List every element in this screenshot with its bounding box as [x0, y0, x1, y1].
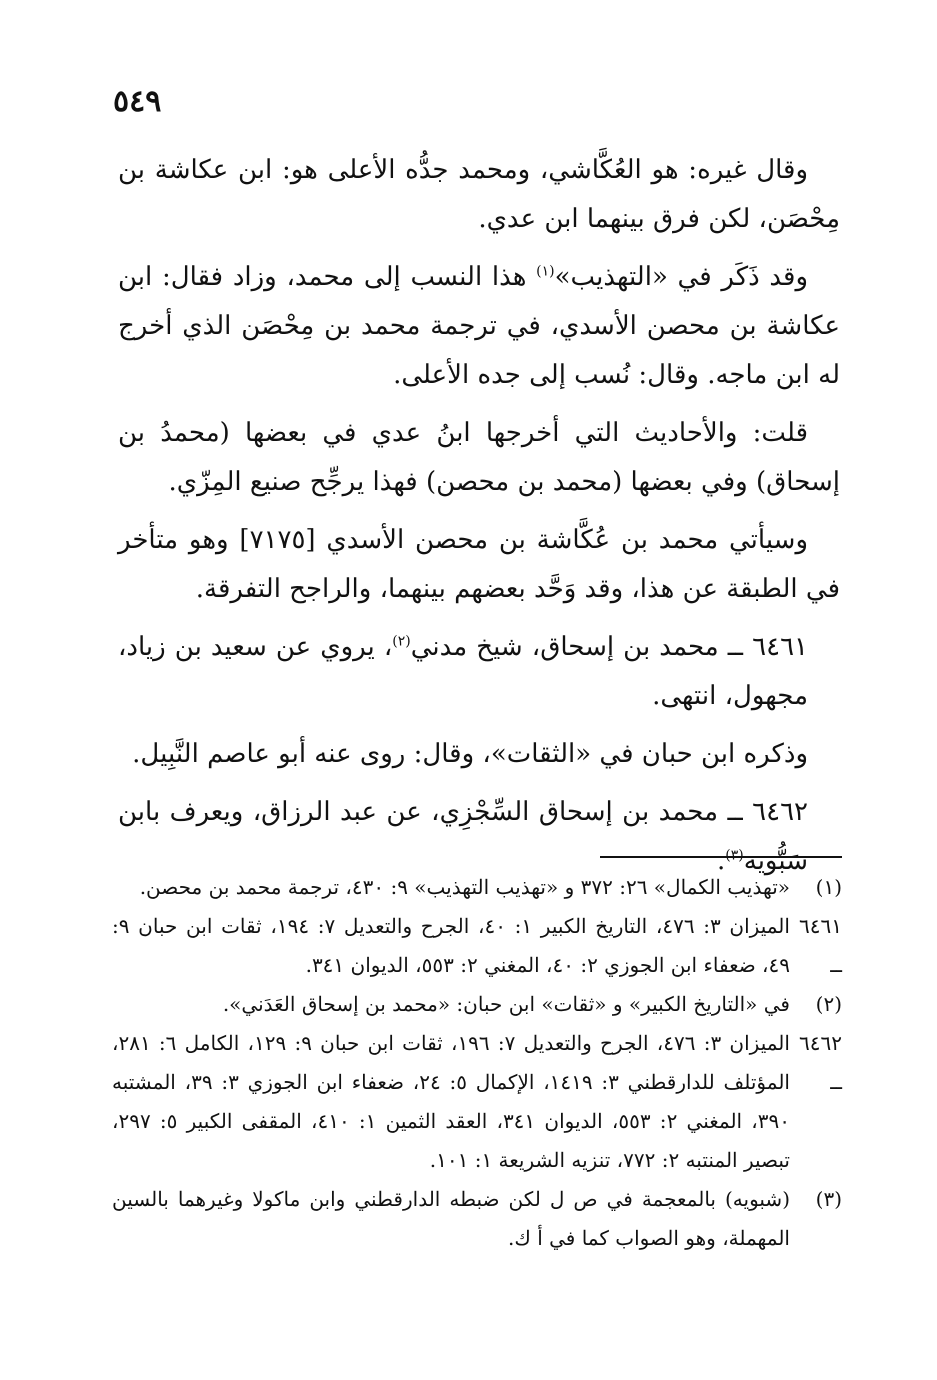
footnote-text: الميزان ٣: ٤٧٦، التاريخ الكبير ١: ٤٠، الجرح والتعديل ٧: ١٩٤، ثقات ابن حبان ٩: ٤٩، ضعفاء ابن الجوزي ٢: ٤٠، المغني ٢: ٥٥٣، الديوان ٣٤١. [112, 914, 790, 977]
page-number: ٥٤٩ [113, 84, 162, 119]
footnote [112, 1024, 842, 1180]
paragraph: وقال غيره: هو العُكَّاشي، ومحمد جدُّه الأعلى هو: ابن عكاشة بن مِحْصَن، لكن فرق بينهما ابن عدي. [118, 155, 840, 234]
footnote-text: (شبويه) بالمعجمة في ص ل لكن ضبطه الدارقطني وابن ماكولا وغيرهما بالسين المهملة، وهو الصواب كما في أ ك. [112, 1187, 790, 1250]
entry [118, 623, 840, 721]
paragraph: وسيأتي محمد بن عُكَّاشة بن محصن الأسدي [٧١٧٥] وهو متأخر في الطبقة عن هذا، وقد وَحَّد بعضهم بينهما، والراجح التفرقة. [118, 525, 840, 604]
footnote-mark: (٢) [815, 992, 842, 1016]
footnote-text: في «التاريخ الكبير» و «ثقات» ابن حبان: «محمد بن إسحاق العَدَني». [222, 992, 790, 1016]
paragraph: قلت: والأحاديث التي أخرجها ابنُ عدي في بعضها (محمدُ بن إسحاق) وفي بعضها (محمد بن محصن) فهذا يرجِّح صنيع المِزّي. [118, 418, 840, 497]
paragraph: وذكره ابن حبان في «الثقات»، وقال: روى عنه أبو عاصم النَّبِيل. [132, 739, 808, 769]
entry-text: ، يروي عن سعيد بن زياد، مجهول، انتهى. [118, 632, 808, 711]
footnote-divider [600, 856, 842, 858]
entry-text: ٦٤٦١ ــ محمد بن إسحاق، شيخ مدني [410, 632, 808, 662]
footnote-ref: (٢) [392, 633, 411, 650]
footnote [112, 868, 842, 907]
main-text [118, 146, 840, 895]
footnote-text: الميزان ٣: ٤٧٦، الجرح والتعديل ٧: ١٩٦، ثقات ابن حبان ٩: ١٢٩، الكامل ٦: ٢٨١، المؤتلف للدارقطني ٣: ١٤١٩، الإكمال ٥: ٢٤، ضعفاء ابن الجوزي ٣: ٣٩، المشتبه ٣٩٠، المغني ٢: ٥٥٣، الديوان ٣٤١، العقد الثمين ١: ٤١٠، المقفى الكبير ٥: ٢٩٧، تبصير المنتبه ٢: ٧٧٢، تنزيه الشريعة ١: ١٠١. [112, 1031, 790, 1172]
paragraph-text: وقد ذَكَر في «التهذيب» [554, 262, 808, 292]
footnote [112, 985, 842, 1024]
paragraph [118, 253, 840, 400]
footnote-ref: (٣) [725, 847, 744, 864]
footnote [112, 907, 842, 985]
footnote-mark: ٦٤٦١ ــ [799, 914, 842, 977]
entry-text: ٦٤٦٢ ــ محمد بن إسحاق السِّجْزِي، عن عبد الرزاق، ويعرف بابن سَبُّويه [118, 797, 808, 876]
footnote-mark: (١) [815, 875, 842, 899]
entry-text: . [717, 846, 726, 876]
paragraph-text: هذا النسب إلى محمد، وزاد فقال: ابن عكاشة بن محصن الأسدي، في ترجمة محمد بن مِحْصَن الذي أخرج له ابن ماجه. وقال: نُسب إلى جده الأعلى. [118, 262, 840, 390]
footnotes [112, 868, 842, 1258]
footnote-mark: ٦٤٦٢ ــ [799, 1031, 842, 1094]
footnote-ref: (١) [536, 263, 555, 280]
footnote [112, 1180, 842, 1258]
footnote-mark: (٣) [815, 1187, 842, 1211]
footnote-text: «تهذيب الكمال» ٢٦: ٣٧٢ و «تهذيب التهذيب» ٩: ٤٣٠، ترجمة محمد بن محصن. [139, 875, 790, 899]
